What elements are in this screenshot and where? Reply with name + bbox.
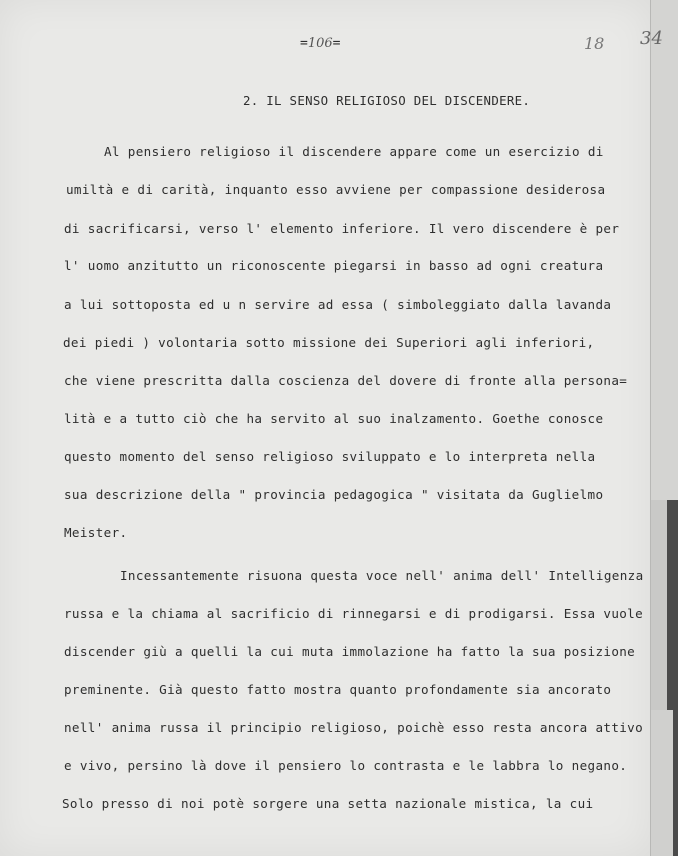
page-number-suffix: = <box>332 36 341 51</box>
text-line: sua descrizione della " provincia pedagogica " visitata da Guglielmo <box>64 487 604 502</box>
text-line: preminente. Già questo fatto mostra quanto profondamente sia ancorato <box>64 682 612 697</box>
text-line: Incessantemente risuona questa voce nell' anima dell' Intelligenza <box>120 568 644 583</box>
folio-mark: 18 <box>584 34 605 53</box>
page-number-prefix: = <box>300 36 308 51</box>
text-line: russa e la chiama al sacrificio di rinnegarsi e di prodigarsi. Essa vuole <box>64 606 644 621</box>
page-number <box>300 36 340 51</box>
text-line: l' uomo anzitutto un riconoscente piegarsi in basso ad ogni creatura <box>64 258 604 273</box>
text-line: dei piedi ) volontaria sotto missione dei Superiori agli inferiori, <box>63 335 595 350</box>
text-line: lità e a tutto ciò che ha servito al suo inalzamento. Goethe conosce <box>64 411 604 426</box>
text-line: a lui sottoposta ed u n servire ad essa ( simboleggiato dalla lavanda <box>64 297 612 312</box>
underlying-sheet-edge <box>650 500 667 710</box>
text-line: nell' anima russa il principio religioso, poichè esso resta ancora attivo <box>64 720 644 735</box>
text-line: e vivo, persino là dove il pensiero lo contrasta e le labbra lo negano. <box>64 758 628 773</box>
text-line: di sacrificarsi, verso l' elemento inferiore. Il vero discendere è per <box>64 221 620 236</box>
underlying-sheet-edge <box>650 0 678 500</box>
text-line: Al pensiero religioso il discendere appare come un esercizio di <box>104 144 604 159</box>
text-line: discender giù a quelli la cui muta immolazione ha fatto la sua posizione <box>64 644 636 659</box>
text-line: questo momento del senso religioso sviluppato e lo interpreta nella <box>64 449 596 464</box>
text-line: che viene prescritta dalla coscienza del dovere di fronte alla persona= <box>64 373 628 388</box>
sheet-mark: 34 <box>640 28 663 49</box>
underlying-sheet-edge <box>650 710 673 856</box>
page-number-handwritten: 106 <box>307 36 333 51</box>
text-line: Meister. <box>64 525 128 540</box>
section-title: 2. IL SENSO RELIGIOSO DEL DISCENDERE. <box>243 93 531 108</box>
text-line: Solo presso di noi potè sorgere una setta nazionale mistica, la cui <box>62 796 594 811</box>
text-line: umiltà e di carità, inquanto esso avviene per compassione desiderosa <box>66 182 606 197</box>
